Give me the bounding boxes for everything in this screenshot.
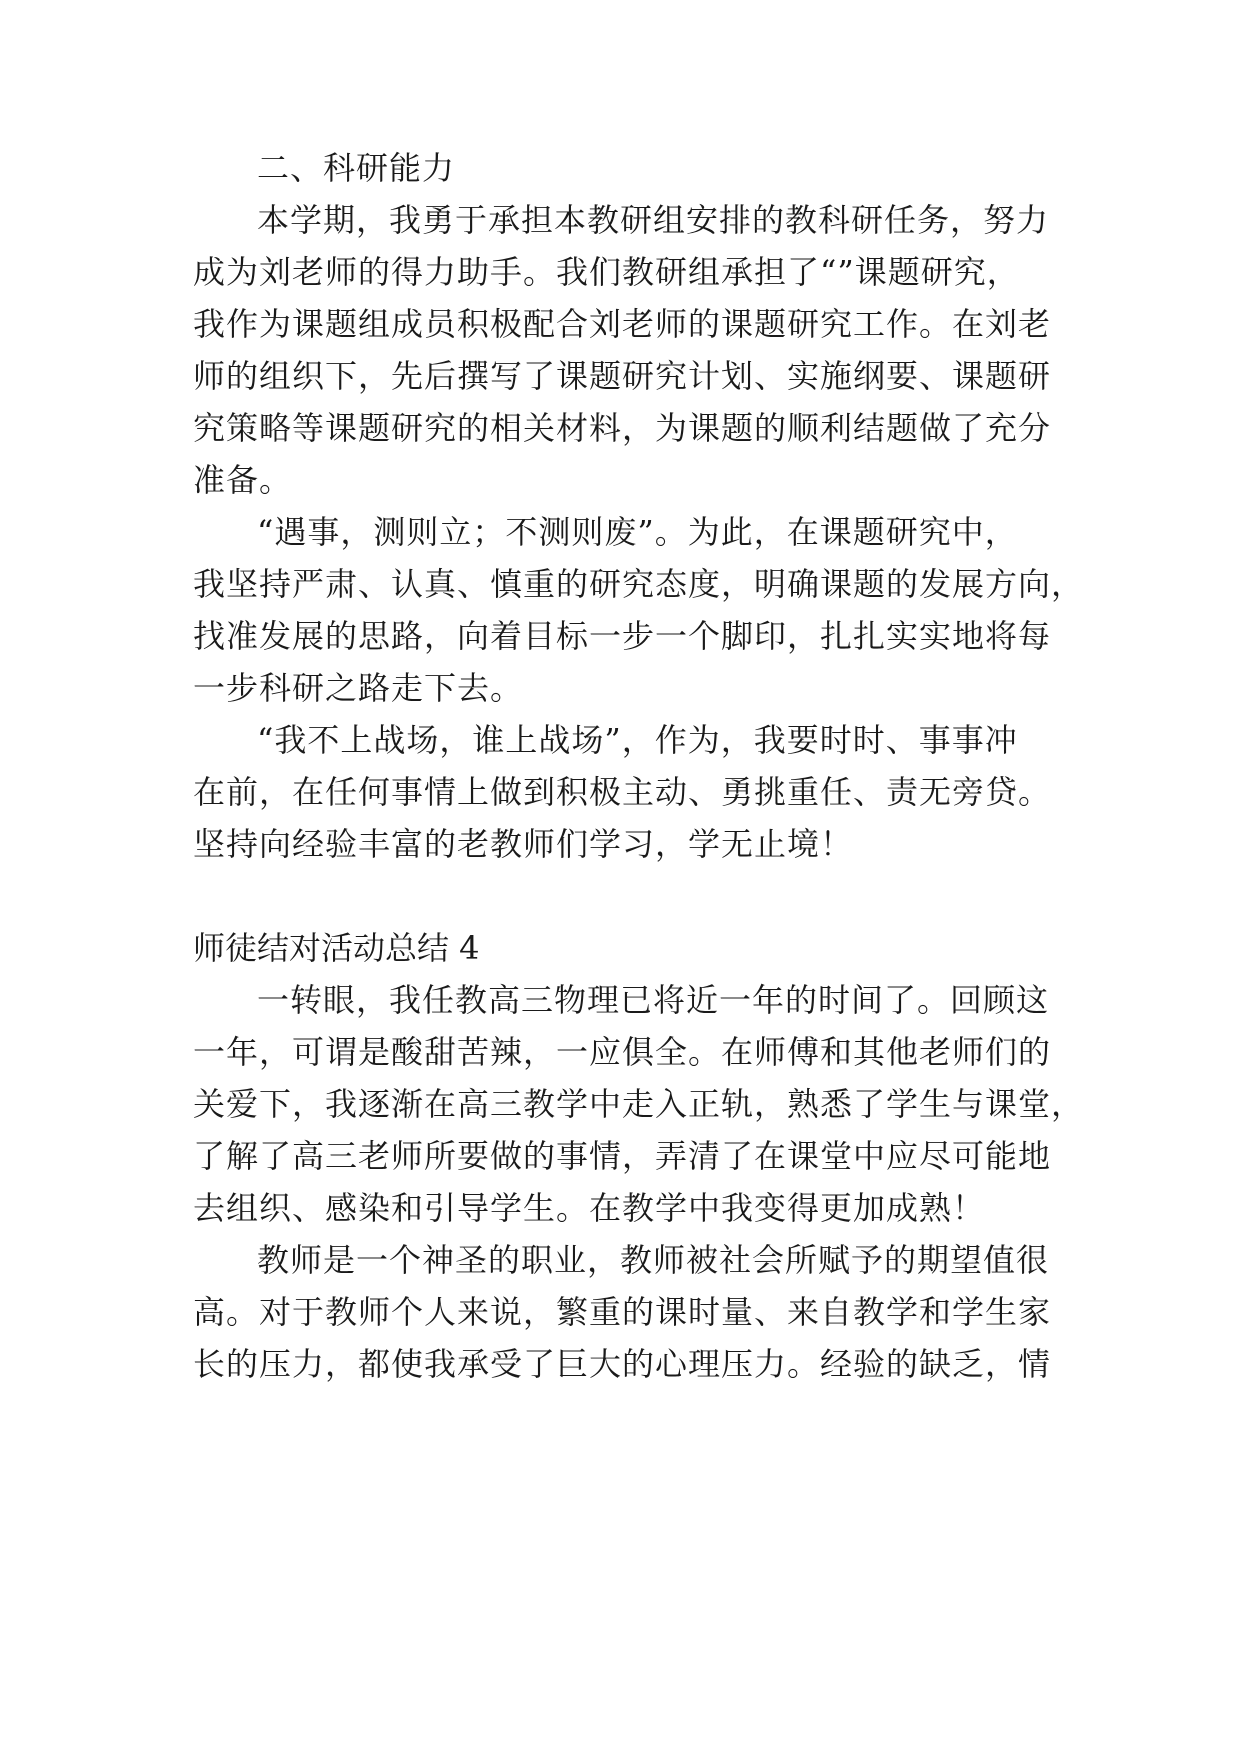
paragraph-line: 我坚持严肃、认真、慎重的研究态度，明确课题的发展方向， (193, 565, 1085, 603)
paragraph-line: 究策略等课题研究的相关材料，为课题的顺利结题做了充分 (193, 409, 1052, 447)
paragraph-line: 成为刘老师的得力助手。我们教研组承担了“”课题研究， (193, 253, 1020, 291)
paragraph-line: 高。对于教师个人来说，繁重的课时量、来自教学和学生家 (193, 1293, 1052, 1331)
paragraph-line: “遇事，测则立；不测则废”。为此，在课题研究中， (257, 513, 1018, 551)
paragraph-line: 一转眼，我任教高三物理已将近一年的时间了。回顾这 (257, 981, 1050, 1019)
paragraph-line: 准备。 (193, 461, 293, 499)
section-heading: 二、科研能力 (257, 149, 456, 187)
paragraph-line: 坚持向经验丰富的老教师们学习，学无止境！ (193, 825, 854, 863)
article-title: 师徒结对活动总结 4 (193, 929, 480, 967)
paragraph-line: 一年，可谓是酸甜苦辣，一应俱全。在师傅和其他老师们的 (193, 1033, 1052, 1071)
paragraph-line: 长的压力，都使我承受了巨大的心理压力。经验的缺乏，情 (193, 1345, 1052, 1383)
paragraph-line: 关爱下，我逐渐在高三教学中走入正轨，熟悉了学生与课堂， (193, 1085, 1085, 1123)
paragraph-line: 教师是一个神圣的职业，教师被社会所赋予的期望值很 (257, 1241, 1050, 1279)
paragraph-line: 找准发展的思路，向着目标一步一个脚印，扎扎实实地将每 (193, 617, 1052, 655)
paragraph-line: 一步科研之路走下去。 (193, 669, 524, 707)
paragraph-line: “我不上战场，谁上战场”，作为，我要时时、事事冲 (257, 721, 1018, 759)
paragraph-line: 去组织、感染和引导学生。在教学中我变得更加成熟！ (193, 1189, 986, 1227)
paragraph-line: 了解了高三老师所要做的事情，弄清了在课堂中应尽可能地 (193, 1137, 1052, 1175)
paragraph-line: 在前，在任何事情上做到积极主动、勇挑重任、责无旁贷。 (193, 773, 1052, 811)
paragraph-line: 师的组织下，先后撰写了课题研究计划、实施纲要、课题研 (193, 357, 1052, 395)
paragraph-line: 本学期，我勇于承担本教研组安排的教科研任务，努力 (257, 201, 1050, 239)
paragraph-line: 我作为课题组成员积极配合刘老师的课题研究工作。在刘老 (193, 305, 1052, 343)
